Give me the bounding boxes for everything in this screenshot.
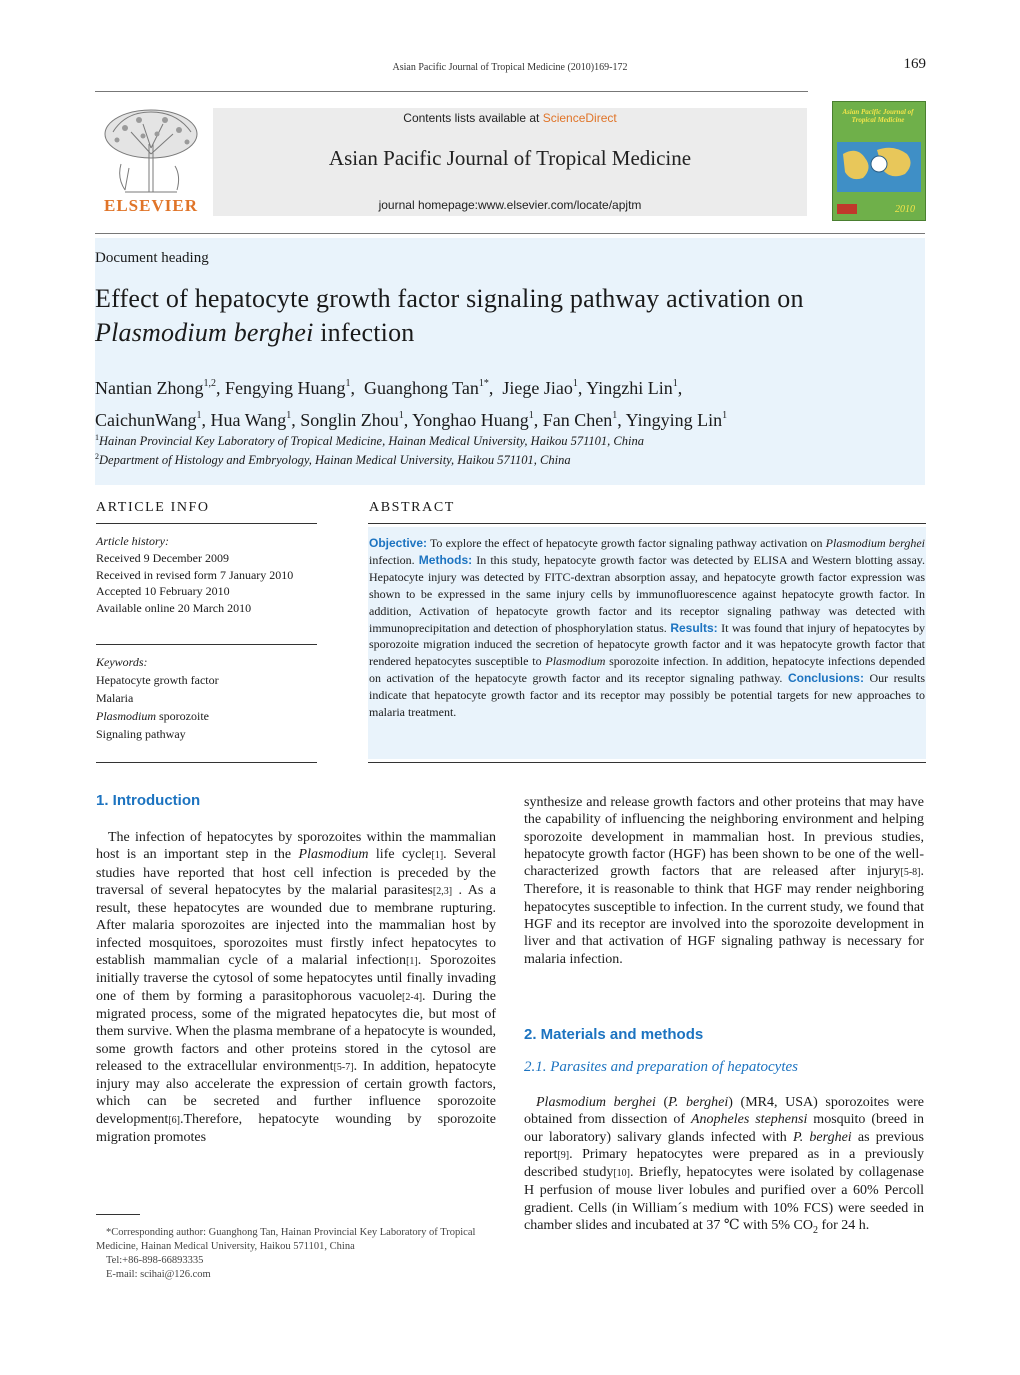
author-affiliation-mark: 1,2: [203, 378, 216, 389]
introduction-heading: 1. Introduction: [96, 792, 201, 809]
author-name: Fengying Huang: [224, 378, 346, 398]
abstract-text: Objective: To explore the effect of hepatocyte growth factor signaling pathway activation on Plasmodium berghei infection. Methods: In this study, hepatocyte growth factor was detected by ELISA and Western blotting assay. Hepatocyte injury was detected by FITC-dextran absorption assay, and hepatocyte growth factor expression was shown to be expressed in the same injury cells by immunofluorescence against hepatocyte growth factor. In addition, Activation of hepatocyte growth factor and its receptor signaling pathway was detected with immunoprecipitation and detection of phosphorylation status. Results: It was found that injury of hepatocytes by sporozoite migration induced the secretion of hepatocyte growth factor and it was hepatocyte growth factor that rendered hepatocytes susceptible to Plasmodium sporozoite infection. In addition, hepatocyte infections depended on activation of the hepatocyte growth factor and its receptor signaling pathway. Conclusions: Our results indicate that hepatocyte growth factor and its receptor may possibly be potential targets for new approaches to malaria treatment.: [369, 536, 925, 720]
author-name: Jiege Jiao: [502, 378, 573, 398]
author-name: Fan Chen: [542, 410, 613, 430]
history-revised: Received in revised form 7 January 2010: [96, 567, 294, 582]
author-separator: ,: [617, 410, 626, 430]
journal-name: Asian Pacific Journal of Tropical Medicine: [328, 146, 692, 170]
keywords-title: Keywords:: [96, 655, 148, 669]
history-accepted: Accepted 10 February 2010: [96, 584, 230, 599]
author-affiliation-mark: 1: [196, 410, 202, 421]
author-separator: ,: [215, 378, 225, 398]
author-affiliation-mark: 1: [672, 378, 678, 389]
history-rule: [96, 644, 317, 645]
author-separator: ,: [291, 410, 301, 430]
author-separator: ,: [488, 378, 503, 398]
history-received: Received 9 December 2009: [96, 550, 229, 565]
methods-heading: 2. Materials and methods: [524, 1026, 704, 1043]
author-separator: ,: [201, 410, 211, 430]
contents-line: [213, 111, 807, 125]
cover-year: 2010: [895, 204, 915, 215]
history-online: Available online 20 March 2010: [96, 601, 252, 616]
author-affiliation-mark: 1*: [478, 378, 489, 389]
methods-text: Plasmodium berghei (P. berghei) (MR4, USA) sporozoites were obtained from dissection of Anopheles stephensi mosquito (breed in our laboratory) salivary glands infected with P. berghei as previous report[9]. Primary hepatocytes were prepared as in a previously described study[10]. Briefly, hepatocytes were isolated by collagenase H perfusion of mouse liver lobules and purified over a 60% Percoll gradient. Cells (in William´s medium with 10% FCS) were seeded in chamber slides and incubated at 37 ℃ with 5% $CO_2$ for 24 h.: [524, 1095, 925, 1236]
author-name: Hua Wang: [210, 410, 287, 430]
article-title: Effect of hepatocyte growth factor signaling pathway activation on Plasmodium berghei infection: [95, 284, 804, 347]
author-name: Nantian Zhong: [95, 378, 204, 398]
running-head: Asian Pacific Journal of Tropical Medicine (2010)169-172: [392, 62, 628, 73]
history-title: Article history:: [96, 534, 169, 548]
author-separator: ,: [677, 378, 683, 398]
article-info-label: ARTICLE INFO: [96, 500, 210, 515]
article-history: [96, 533, 316, 617]
authors-line-1: [95, 370, 925, 402]
author-name: CaichunWang: [95, 410, 197, 430]
keyword-item: Malaria: [96, 691, 134, 705]
keywords-block: [96, 653, 316, 743]
affiliation-2: $^2$Department of Histology and Embryology, Hainan Medical University, Haikou 571101, China: [95, 452, 571, 467]
author-separator: ,: [577, 378, 587, 398]
abstract-rule: [368, 523, 926, 524]
author-name: Guanghong Tan: [363, 378, 479, 398]
author-name: Songlin Zhou: [300, 410, 399, 430]
author-affiliation-mark: 1: [572, 378, 578, 389]
introduction-continued: synthesize and release growth factors and other proteins that may have the capability of influencing the neighboring environment and helping sporozoite development in mammalian host. In previous studies, hepatocyte growth factor (HGF) has been shown to be one of the well-characterized growth factors that are released after injury[5-8]. Therefore, it is reasonable to think that HGF may render neighboring hepatocytes susceptible to infection. In the current study, we found that HGF and its receptor are involved into the sporozoite development in liver and that activation of HGF signaling pathway is necessary for malaria infection.: [524, 795, 924, 967]
author-affiliation-mark: 1: [722, 410, 728, 421]
author-separator: ,: [533, 410, 543, 430]
author-affiliation-mark: 1: [286, 410, 292, 421]
author-name: Yingzhi Lin: [586, 378, 673, 398]
corresponding-footnote: [96, 1226, 496, 1282]
footnote-rule: [96, 1214, 140, 1215]
keyword-item: Plasmodium sporozoite: [96, 709, 209, 723]
keyword-item: Hepatocyte growth factor: [96, 673, 219, 687]
publisher-logo-text: ELSEVIER: [104, 196, 198, 215]
sciencedirect-link[interactable]: ScienceDirect: [542, 111, 617, 125]
article-info-rule: [96, 523, 317, 524]
author-affiliation-mark: 1: [345, 378, 351, 389]
introduction-text: The infection of hepatocytes by sporozoites within the mammalian host is an important step in the Plasmodium life cycle[1]. Several studies have reported that host cell infection is preceded by the traversal of several hepatocytes by the malarial parasites[2,3] . As a result, these hepatocytes are wounded due to membrane rupturing. After malaria sporozoites are injected into the mammalian host by infected mosquitoes, sporozoites must firstly infect hepatocytes to establish mammalian cycle of a malarial infection[1]. Sporozoites initially traverse the cytosol of some hepatocytes until finally invading one of them by forming a parasitophorous vacuole[2-4]. During the migrated process, some of the migrated hepatocytes die, but most of them survive. When the plasma membrane of a hepatocyte is wounded, some growth factors and other proteins stored in the cytosol are released to the extracellular environment[5-7]. In addition, hepatocyte injury may also accelerate the expression of certain growth factors, which can be secreted and further influence sporozoite development[6].Therefore, hepatocyte wounding by sporozoite migration promotes: [96, 830, 497, 1146]
author-affiliation-mark: 1: [528, 410, 534, 421]
author-name: Yingying Lin: [625, 410, 723, 430]
author-email: E-mail: scihai@126.com: [106, 1269, 211, 1280]
keywords-rule: [96, 762, 317, 763]
abstract-label: ABSTRACT: [369, 500, 455, 515]
author-affiliation-mark: 1: [398, 410, 404, 421]
affiliation-1: $^1$Hainan Provincial Key Laboratory of Tropical Medicine, Hainan Medical University, Haikou 571101, China: [95, 433, 644, 448]
header-bottom-rule: [95, 233, 925, 234]
document-heading: Document heading: [95, 250, 209, 266]
header-rule: [95, 91, 808, 92]
cover-title: Asian Pacific Journal of Tropical Medicine: [842, 108, 914, 124]
page-number: 169: [903, 56, 926, 72]
author-affiliation-mark: 1: [612, 410, 618, 421]
abstract-bottom-rule: [368, 762, 926, 763]
corresponding-author: *Corresponding author: Guanghong Tan, Hainan Provincial Key Laboratory of Tropical Medicine, Hainan Medical University, Haikou 571101, China: [96, 1227, 476, 1252]
author-separator: ,: [350, 378, 364, 398]
subsection-heading: 2.1. Parasites and preparation of hepatocytes: [524, 1059, 798, 1075]
keyword-item: Signaling pathway: [96, 727, 186, 741]
author-phone: Tel:+86-898-66893335: [106, 1255, 204, 1266]
authors-line-2: [95, 402, 925, 434]
journal-homepage[interactable]: journal homepage:www.elsevier.com/locate/apjtm: [378, 198, 642, 212]
contents-prefix: Contents lists available at: [403, 111, 543, 125]
author-list: [95, 370, 925, 434]
author-name: Yonghao Huang: [412, 410, 529, 430]
author-separator: ,: [403, 410, 413, 430]
